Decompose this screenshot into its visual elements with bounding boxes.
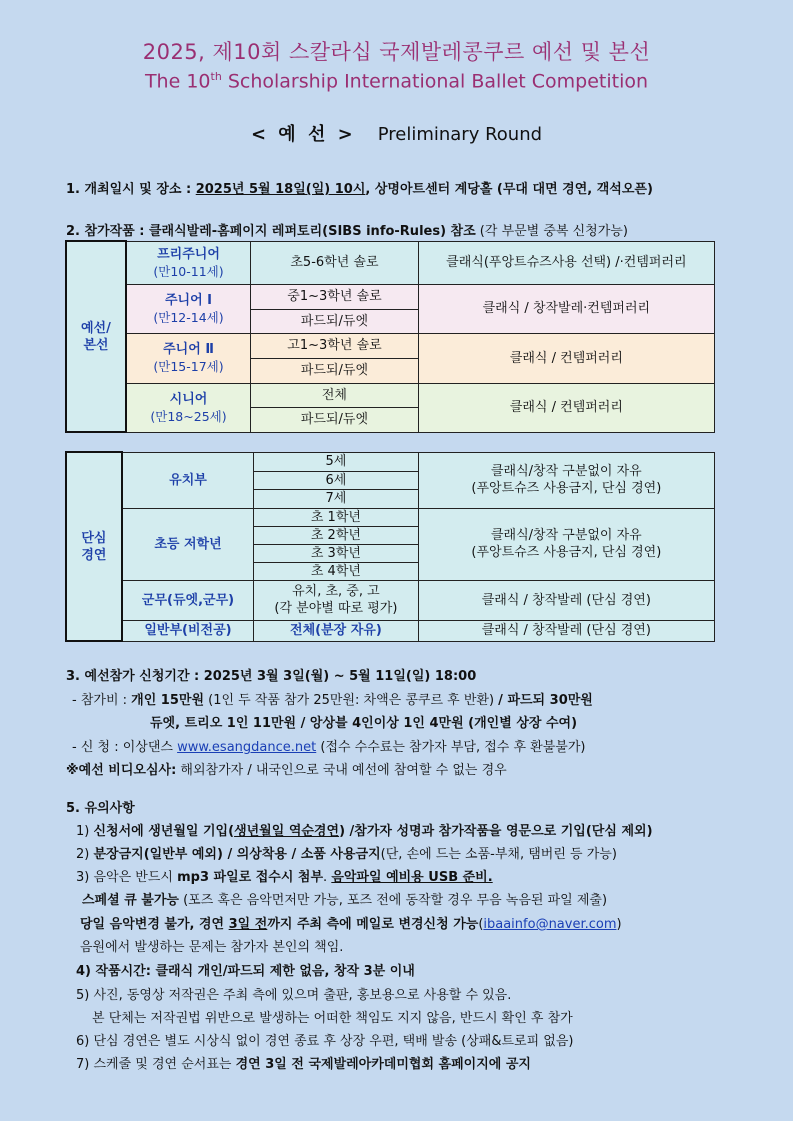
video-label: ※예선 비디오심사: — [66, 763, 177, 778]
n2-c: (단, 손에 드는 소품-부채, 탬버린 등 가능) — [380, 847, 617, 862]
section-2 — [66, 220, 628, 239]
title-en-prefix: The 10 — [144, 70, 211, 93]
n1-c: 생년월일 역순경연 — [234, 824, 340, 839]
item-cell: 초 3학년 — [254, 544, 419, 562]
cat-age: (만12-14세) — [153, 309, 224, 325]
n3-f: (포즈 혹은 음악먼저만 가능, 포즈 전에 동작할 경우 무음 녹음된 파일 제출) — [178, 893, 608, 908]
note-5: 5) 사진, 동영상 저작권은 주최 측에 있으며 출판, 홍보용으로 사용할 수 있음. — [76, 988, 512, 1003]
item-cell: 파드되/듀엣 — [251, 407, 419, 432]
genre-cell: 클래식(푸앙트슈즈사용 선택) /·컨템퍼러리 — [418, 241, 714, 284]
round-en: Preliminary Round — [377, 124, 543, 145]
genre-cell: 클래식 / 창작발레 (단심 경연) — [418, 580, 714, 620]
n1-d: ) /참가자 성명과 참가작품을 영문으로 기입(단심 제외) — [339, 824, 653, 839]
n3-h: 3일 전 — [228, 917, 268, 932]
genre-cell: 클래식 / 컨템퍼러리 — [418, 333, 714, 383]
s1-venue: , 상명아트센터 계당홀 (무대 대면 경연, 객석오픈) — [365, 182, 653, 197]
round-ko: < 예 선 > — [250, 124, 356, 145]
note-3-cue — [82, 889, 607, 908]
genre-line: (푸앙트슈즈 사용금지, 단심 경연) — [471, 481, 662, 496]
genre-kinder — [418, 452, 714, 508]
category-junior-1 — [126, 284, 251, 333]
item-cell: 파드되/듀엣 — [251, 358, 419, 383]
video-text: 해외참가자 / 내국인으로 국내 예선에 참여할 수 없는 경우 — [176, 763, 507, 778]
category-pre-junior — [126, 241, 251, 284]
preliminary-table — [65, 240, 715, 433]
category-elementary: 초등 저학년 — [122, 508, 254, 580]
section-3-label: 3. 예선참가 신청기간 : 2025년 3월 3일(월) ~ 5월 11일(일) 18:00 — [66, 669, 477, 684]
category-kinder: 유치부 — [122, 452, 254, 508]
title-en-suffix: Scholarship International Ballet Competition — [221, 70, 649, 93]
fee-line-2: 듀엣, 트리오 1인 11만원 / 앙상블 4인이상 1인 4만원 (개인별 상장 수여) — [150, 716, 578, 731]
note-5-b: 본 단체는 저작권법 위반으로 발생하는 어떠한 책임도 지지 않음, 반드시 확인 후 참가 — [92, 1011, 573, 1026]
n3-g: 당일 음악변경 불가, 경연 — [80, 917, 229, 932]
note-7 — [76, 1053, 531, 1072]
item-cell: 중1~3학년 솔로 — [251, 284, 419, 309]
note-4: 4) 작품시간: 클래식 개인/파드되 제한 없음, 창작 3분 이내 — [76, 964, 415, 979]
cat-age: (만18~25세) — [150, 408, 227, 424]
video-line — [66, 759, 507, 778]
s2-note: (각 부문별 중복 신청가능) — [475, 224, 628, 239]
note-3-change — [80, 913, 622, 932]
note-2 — [76, 843, 617, 862]
n1-b: 신청서에 생년월일 기입( — [93, 824, 235, 839]
n3-i: 까지 주최 측에 메일로 변경신청 가능 — [267, 917, 479, 932]
s1-date: 2025년 5월 18일(일) 10시 — [195, 182, 366, 197]
genre-line: 클래식/창작 구분없이 자유 — [490, 528, 642, 543]
section-1 — [66, 178, 653, 197]
single-judging-table — [65, 451, 715, 642]
cat-age: (만10-11세) — [153, 263, 224, 279]
section-5-label: 5. 유의사항 — [66, 801, 135, 816]
group-label-preliminary: 예선/ 본선 — [66, 241, 126, 432]
n3-b: mp3 파일로 접수시 첨부 — [177, 870, 324, 885]
n1-a: 1) — [76, 824, 94, 839]
n2-b: 분장금지(일반부 예외) / 의상착용 / 소품 사용금지 — [93, 847, 381, 862]
item-cell: 초 4학년 — [254, 562, 419, 580]
category-group-dance: 군무(듀엣,군무) — [122, 580, 254, 620]
item-line: 유치, 초, 중, 고 — [292, 584, 380, 599]
cat-name: 주니어 Ⅱ — [163, 342, 214, 357]
n7-b: 경연 3일 전 국제발레아카데미협회 홈페이지에 공지 — [235, 1057, 531, 1072]
fee-c: / 파드되 30만원 — [498, 693, 593, 708]
genre-cell: 클래식 / 창작발레·컨템퍼러리 — [418, 284, 714, 333]
item-cell: 6세 — [254, 471, 419, 489]
note-1 — [76, 820, 653, 839]
fee-b: (1인 두 작품 참가 25만원: 차액은 콩쿠르 후 반환) — [204, 693, 499, 708]
item-line: (각 분야별 따로 평가) — [274, 601, 398, 616]
s1-label: 1. 개최일시 및 장소 : — [66, 182, 196, 197]
item-cell: 파드되/듀엣 — [251, 309, 419, 333]
s2-label: 2. 참가작품 : 클래식발레-홈페이지 레퍼토리(SIBS info-Rules) 참조 — [66, 224, 476, 239]
note-3 — [76, 866, 493, 885]
item-cell: 초5-6학년 솔로 — [251, 241, 419, 284]
fee-a: 개인 15만원 — [131, 693, 205, 708]
note-3-responsibility: 음원에서 발생하는 문제는 참가자 본인의 책임. — [80, 940, 344, 955]
cat-name: 시니어 — [169, 391, 208, 407]
category-junior-2 — [126, 333, 251, 383]
round-heading — [0, 120, 793, 146]
item-cell: 전체 — [251, 383, 419, 407]
fee-prefix: - 참가비 : — [72, 693, 132, 708]
apply-note: (접수 수수료는 참가자 부담, 접수 후 환불불가) — [316, 740, 586, 755]
cat-name: 주니어 Ⅰ — [164, 292, 213, 308]
genre-line: (푸앙트슈즈 사용금지, 단심 경연) — [471, 545, 662, 560]
item-cell: 전체(분장 자유) — [254, 620, 419, 641]
esangdance-link[interactable]: www.esangdance.net — [177, 740, 317, 755]
item-cell: 초 1학년 — [254, 508, 419, 526]
item-group-dance — [254, 580, 419, 620]
cat-name: 프리주니어 — [157, 246, 220, 262]
n3-j: ( — [478, 917, 484, 932]
n3-d: 음악파일 예비용 USB 준비. — [331, 870, 493, 885]
title-korean: 2025, 제10회 스칼라십 국제발레콩쿠르 예선 및 본선 — [142, 40, 651, 64]
genre-cell: 클래식 / 창작발레 (단심 경연) — [418, 620, 714, 641]
n7-a: 7) 스케줄 및 경연 순서표는 — [76, 1057, 236, 1072]
n3-a: 3) 음악은 반드시 — [76, 870, 178, 885]
genre-line: 클래식/창작 구분없이 자유 — [490, 464, 642, 479]
item-cell: 7세 — [254, 489, 419, 508]
n3-l: ) — [616, 917, 622, 932]
fee-line-1 — [72, 689, 593, 708]
cat-age: (만15-17세) — [153, 359, 224, 374]
apply-line — [72, 736, 585, 755]
n3-c: . — [323, 870, 332, 885]
n3-e: 스페셜 큐 불가능 — [82, 893, 179, 908]
genre-elementary — [418, 508, 714, 580]
category-senior — [126, 383, 251, 432]
genre-cell: 클래식 / 컨템퍼러리 — [418, 383, 714, 432]
item-cell: 5세 — [254, 452, 419, 471]
apply-prefix: - 신 청 : 이상댄스 — [72, 740, 178, 755]
email-link[interactable]: ibaainfo@naver.com — [483, 917, 617, 932]
item-cell: 고1~3학년 솔로 — [251, 333, 419, 358]
title-en-sup: th — [210, 70, 222, 83]
item-cell: 초 2학년 — [254, 526, 419, 544]
n2-a: 2) — [76, 847, 94, 862]
category-general: 일반부(비전공) — [122, 620, 254, 641]
note-6: 6) 단심 경연은 별도 시상식 없이 경연 종료 후 상장 우편, 택배 발송 (상패&트로피 없음) — [76, 1034, 574, 1049]
group-label-single: 단심 경연 — [66, 452, 122, 641]
title-english — [0, 70, 793, 92]
